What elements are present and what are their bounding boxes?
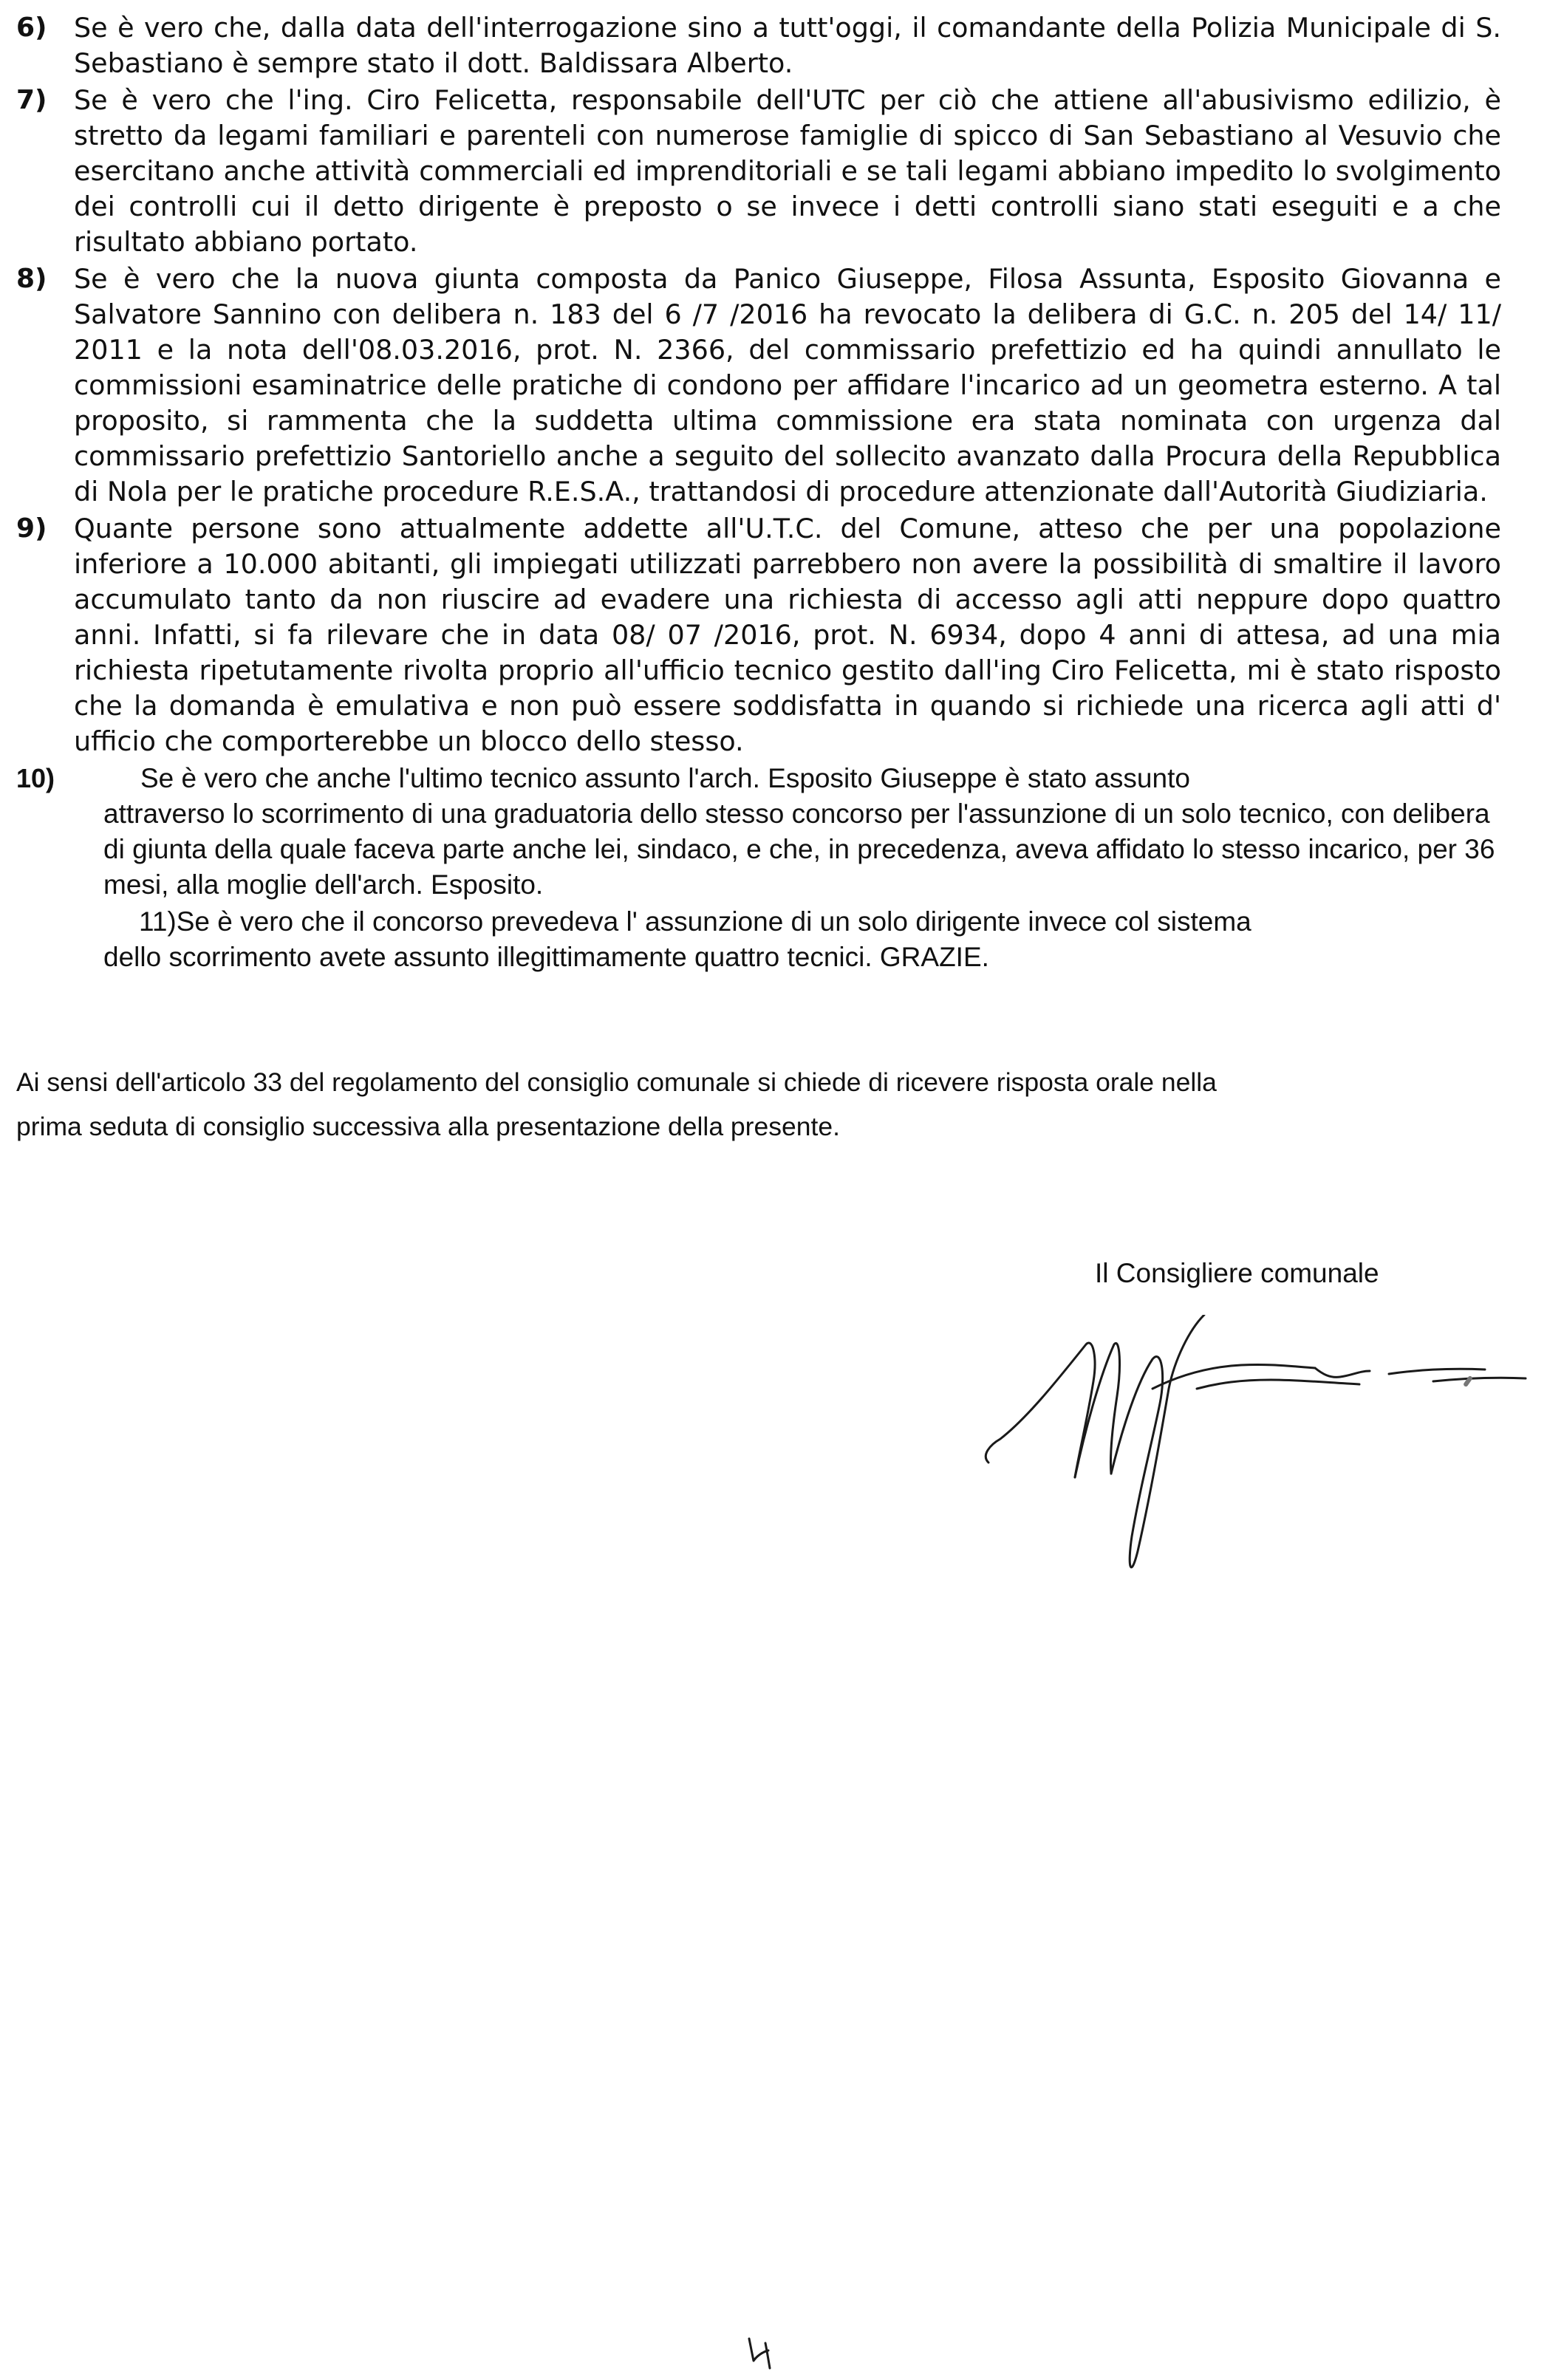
question-item: [16, 761, 1501, 903]
question-number: 6): [16, 13, 47, 43]
question-item: [16, 511, 1501, 759]
question-number: 11): [139, 906, 177, 937]
closing-line: Ai sensi dell'articolo 33 del regolamento del consiglio comunale si chiede di ricevere risposta orale nella: [16, 1067, 1217, 1097]
question-number: 8): [16, 264, 47, 294]
question-text: attraverso lo scorrimento di una graduatoria dello stesso concorso per l'assunzione di un solo tecnico, con delibera di giunta della quale faceva parte anche lei, sindaco, e che, in precedenza, aveva affidato lo stesso incarico, per 36 mesi, alla moglie dell'arch. Esposito.: [103, 799, 1495, 900]
question-text: dello scorrimento avete assunto illegittimamente quattro tecnici. GRAZIE.: [103, 942, 989, 972]
question-text: Quante persone sono attualmente addette all'U.T.C. del Comune, atteso che per una popolazione inferiore a 10.000 abitanti, gli impiegati utilizzati parrebbero non avere la possibilità di smaltire il lavoro accumulato tanto da non riuscire ad evadere una richiesta di accesso agli atti neppure dopo quattro anni. Infatti, si fa rilevare che in data 08/ 07 /2016, prot. N. 6934, dopo 4 anni di attesa, ad una mia richiesta ripetutamente rivolta proprio all'ufficio tecnico gestito dall'ing Ciro Felicetta, mi è stato risposto che la domanda è emulativa e non può essere soddisfatta in quando si richiede una ricerca agli atti d' ufficio che comporterebbe un blocco dello stesso.: [74, 513, 1501, 757]
question-text-first-line: Se è vero che il concorso prevedeva l' assunzione di un solo dirigente invece col sistema: [176, 906, 1251, 937]
question-text: Se è vero che la nuova giunta composta da Panico Giuseppe, Filosa Assunta, Esposito Giovanna e Salvatore Sannino con delibera n. 183 del 6 /7 /2016 ha revocato la delibera di G.C. n. 205 del 14/ 11/ 2011 e la nota dell'08.03.2016, prot. N. 2366, del commissario prefettizio ed ha quindi annullato le commissioni esaminatrice delle pratiche di condono per affidare l'incarico ad un geometra esterno. A tal proposito, si rammenta che la suddetta ultima commissione era stata nominata con urgenza dal commissario prefettizio Santoriello anche a seguito del sollecito avanzato dalla Procura della Repubblica di Nola per le pratiche procedure R.E.S.A., trattandosi di procedure attenzionate dall'Autorità Giudiziaria.: [74, 263, 1501, 507]
handwritten-signature: [975, 1315, 1537, 1596]
question-item: [16, 261, 1501, 510]
question-number: 7): [16, 85, 47, 115]
question-item: [16, 904, 1501, 975]
question-text-first-line: Se è vero che anche l'ultimo tecnico assunto l'arch. Esposito Giuseppe è stato assunto: [140, 763, 1190, 793]
closing-line: prima seduta di consiglio successiva alla presentazione della presente.: [16, 1112, 840, 1141]
handwritten-page-number: [740, 2334, 785, 2371]
question-text: Se è vero che, dalla data dell'interrogazione sino a tutt'oggi, il comandante della Polizia Municipale di S. Sebastiano è sempre stato il dott. Baldissara Alberto.: [74, 12, 1501, 79]
closing-paragraph: [16, 1060, 1523, 1149]
question-item: [16, 10, 1501, 81]
question-number: 10): [16, 763, 55, 793]
signer-title: Il Consigliere comunale: [1095, 1258, 1379, 1288]
question-text: Se è vero che l'ing. Ciro Felicetta, responsabile dell'UTC per ciò che attiene all'abusivismo edilizio, è stretto da legami familiari e parenteli con numerose famiglie di spicco di San Sebastiano al Vesuvio che esercitano anche attività commerciali ed imprenditoriali e se tali legami abbiano impedito lo svolgimento dei controlli cui il detto dirigente è preposto o se invece i detti controlli siano stati eseguiti e a che risultato abbiano portato.: [74, 84, 1501, 258]
question-number: 9): [16, 513, 47, 544]
question-list: [16, 10, 1501, 975]
question-item: [16, 83, 1501, 260]
